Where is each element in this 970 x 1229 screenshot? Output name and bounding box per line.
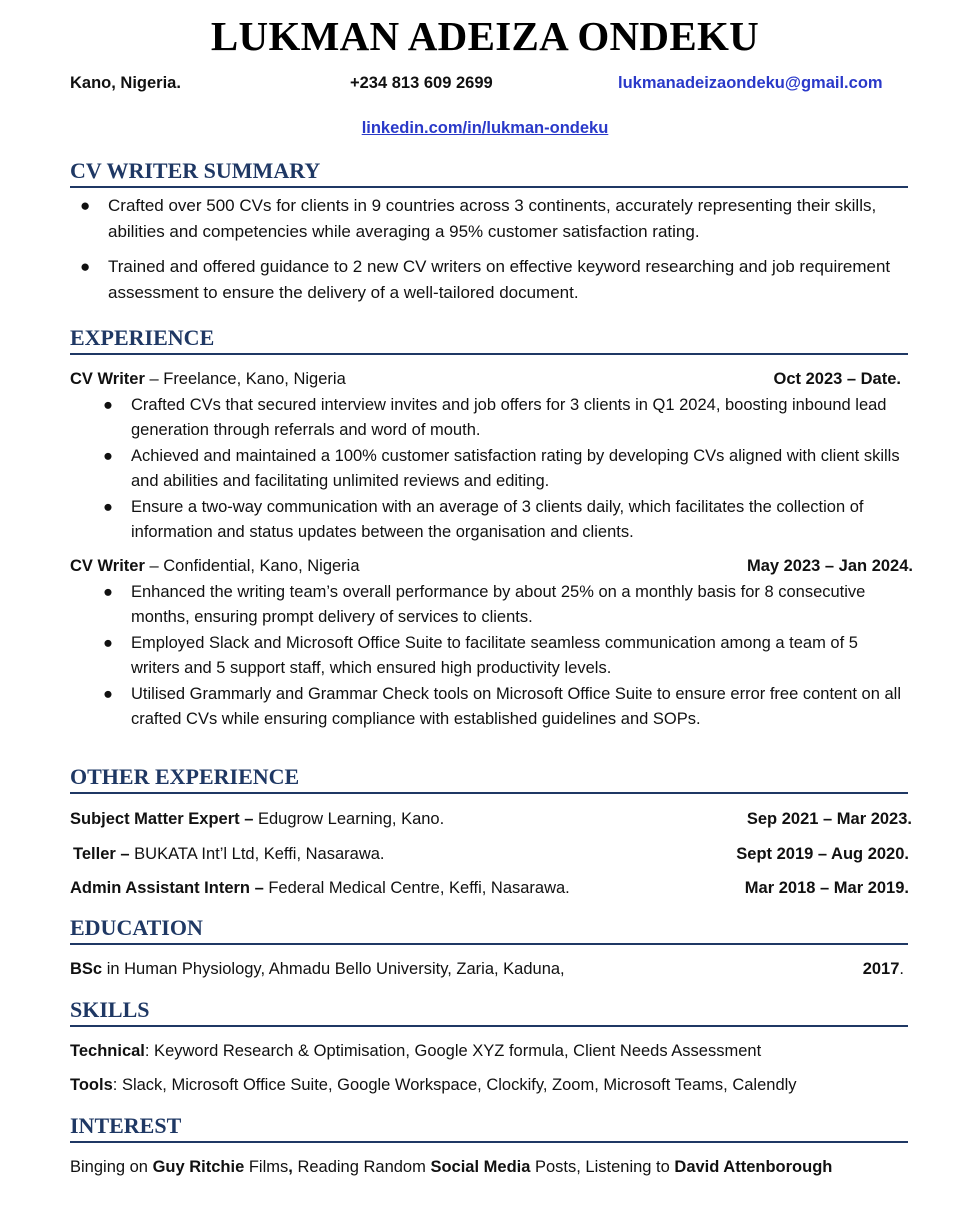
other-dates: Sep 2021 – Mar 2023. <box>746 810 912 828</box>
candidate-name: LUKMAN ADEIZA ONDEKU <box>210 13 760 59</box>
job-bullet <box>103 393 906 443</box>
interest-highlight: Social Media <box>430 1158 531 1176</box>
email-link[interactable]: lukmanadeizaondeku@gmail.com <box>618 74 883 92</box>
bullet-text: Enhanced the writing team’s overall performance by about 25% on a monthly basis for 8 consecutive months, ensuring prompt delivery of services to clients. <box>131 583 866 626</box>
linkedin-link[interactable]: linkedin.com/in/lukman-ondeku <box>361 119 609 137</box>
job-dates: May 2023 – Jan 2024. <box>746 557 913 575</box>
interest-highlight: David Attenborough <box>674 1158 833 1176</box>
job-bullet <box>103 580 906 630</box>
section-title-interest: INTEREST <box>70 1113 908 1143</box>
skills-technical-text: : Keyword Research & Optimisation, Google XYZ formula, Client Needs Assessment <box>144 1042 762 1060</box>
other-experience-item <box>70 808 444 830</box>
job-bullet <box>103 444 906 494</box>
bullet-dot-icon: ● <box>103 498 113 516</box>
year-suffix: . <box>899 960 904 978</box>
bullet-text: Crafted CVs that secured interview invites and job offers for 3 clients in Q1 2024, boosting inbound lead generation through referrals and word of mouth. <box>131 396 887 439</box>
other-experience-item <box>70 877 570 899</box>
job-company: – Freelance, Kano, Nigeria <box>144 370 346 388</box>
other-org: Federal Medical Centre, Keffi, Nasarawa. <box>263 879 570 897</box>
job-role: CV Writer <box>70 370 145 388</box>
job-dates: Oct 2023 – Date. <box>773 370 901 388</box>
job-role: CV Writer <box>70 557 145 575</box>
other-role: Teller – <box>73 845 130 863</box>
bullet-text: Employed Slack and Microsoft Office Suite to facilitate seamless communication among a team of 5 writers and 5 support staff, which ensured high productivity levels. <box>131 634 858 677</box>
skills-technical-label: Technical <box>70 1042 145 1060</box>
education-detail: in Human Physiology, Ahmadu Bello University, Zaria, Kaduna, <box>102 960 565 978</box>
job-bullet <box>103 495 906 545</box>
bullet-dot-icon: ● <box>103 583 113 601</box>
job-heading <box>70 368 346 390</box>
section-title-other-experience: OTHER EXPERIENCE <box>70 764 908 794</box>
bullet-text: Trained and offered guidance to 2 new CV writers on effective keyword researching and job requirement assessment to ensure the delivery of a well-tailored document. <box>108 257 891 302</box>
summary-bullet <box>80 254 908 306</box>
interest-part: Reading Random <box>292 1158 431 1176</box>
bullet-text: Achieved and maintained a 100% customer satisfaction rating by developing CVs aligned with client skills and abilities and facilitating unlimited reviews and editing. <box>131 447 900 490</box>
interest-part: Posts, Listening to <box>530 1158 675 1176</box>
section-title-summary: CV WRITER SUMMARY <box>70 158 908 188</box>
interest-part: , <box>288 1158 293 1176</box>
other-org: BUKATA Int’l Ltd, Keffi, Nasarawa. <box>129 845 385 863</box>
bullet-dot-icon: ● <box>103 396 113 414</box>
section-title-education: EDUCATION <box>70 915 908 945</box>
bullet-text: Crafted over 500 CVs for clients in 9 countries across 3 continents, accurately representing their skills, abilities and competencies while averaging a 95% customer satisfaction rating. <box>108 196 877 241</box>
interest-highlight: Guy Ritchie <box>152 1158 245 1176</box>
interest-text <box>70 1156 832 1178</box>
bullet-dot-icon: ● <box>80 257 91 276</box>
year-value: 2017 <box>862 960 900 978</box>
other-dates: Sept 2019 – Aug 2020. <box>736 845 909 863</box>
bullet-dot-icon: ● <box>80 196 91 215</box>
other-org: Edugrow Learning, Kano. <box>253 810 445 828</box>
bullet-dot-icon: ● <box>103 685 113 703</box>
bullet-dot-icon: ● <box>103 634 113 652</box>
job-company: – Confidential, Kano, Nigeria <box>144 557 360 575</box>
graduation-year <box>863 958 904 980</box>
bullet-dot-icon: ● <box>103 447 113 465</box>
other-experience-item <box>73 843 385 865</box>
education-entry <box>70 958 565 980</box>
other-dates: Mar 2018 – Mar 2019. <box>744 879 909 897</box>
phone-number: +234 813 609 2699 <box>350 74 493 92</box>
job-bullet <box>103 631 906 681</box>
job-heading <box>70 555 360 577</box>
interest-part: Binging on <box>70 1158 153 1176</box>
skills-tools-label: Tools <box>70 1076 113 1094</box>
other-role: Subject Matter Expert – <box>70 810 254 828</box>
skills-technical <box>70 1040 761 1062</box>
degree: BSc <box>70 960 103 978</box>
other-role: Admin Assistant Intern – <box>70 879 264 897</box>
bullet-text: Utilised Grammarly and Grammar Check tools on Microsoft Office Suite to ensure error free content on all crafted CVs while ensuring compliance with established guidelines and SOPs. <box>131 685 901 728</box>
interest-part: Films <box>244 1158 289 1176</box>
job-bullet <box>103 682 906 732</box>
section-title-skills: SKILLS <box>70 997 908 1027</box>
location: Kano, Nigeria. <box>70 74 181 92</box>
skills-tools-text: : Slack, Microsoft Office Suite, Google Workspace, Clockify, Zoom, Microsoft Teams, Calendly <box>112 1076 797 1094</box>
section-title-experience: EXPERIENCE <box>70 325 908 355</box>
summary-bullet <box>80 193 908 245</box>
skills-tools <box>70 1074 797 1096</box>
bullet-text: Ensure a two-way communication with an average of 3 clients daily, which facilitates the collection of information and status updates between the organisation and clients. <box>131 498 864 541</box>
